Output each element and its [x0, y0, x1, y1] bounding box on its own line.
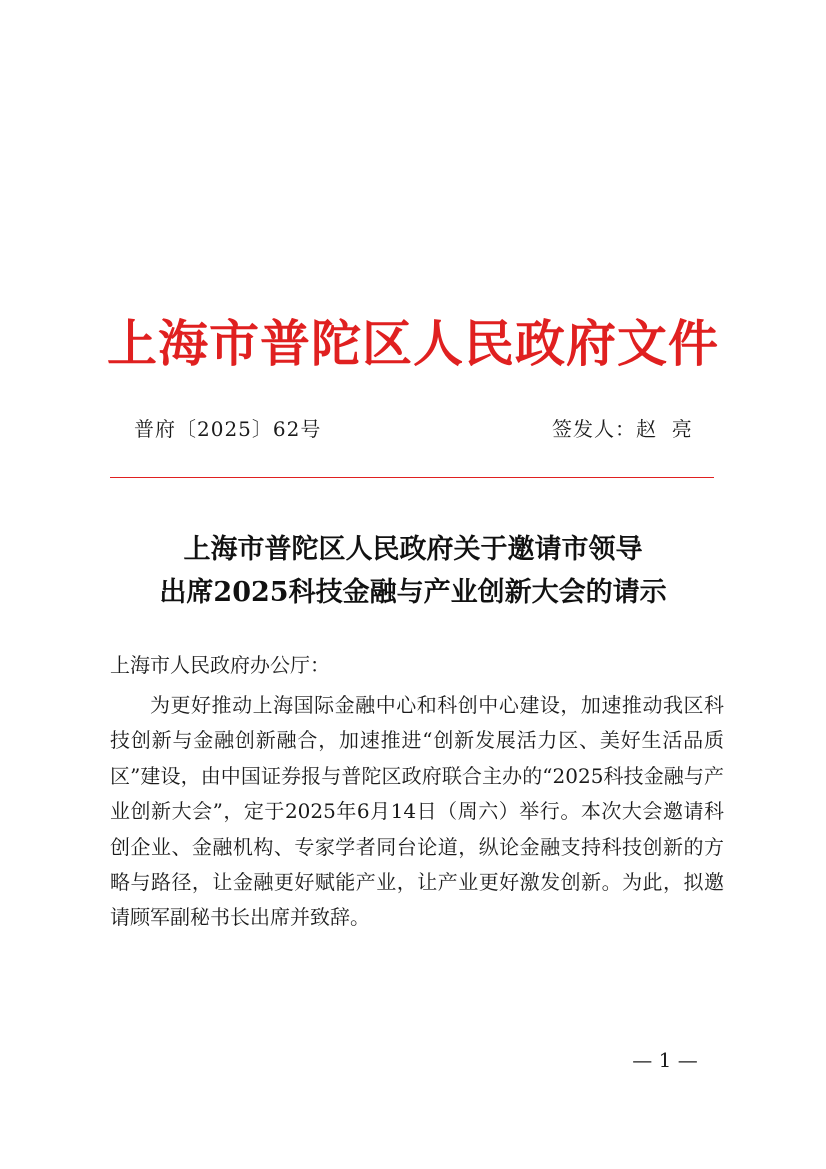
red-divider-line	[110, 477, 714, 478]
subject-line-1: 上海市普陀区人民政府关于邀请市领导	[183, 534, 643, 565]
page-number: — 1 —	[632, 1048, 698, 1072]
document-number: 普府〔2025〕62号	[134, 417, 322, 441]
salutation: 上海市人民政府办公厅：	[110, 653, 330, 677]
subject-line-2: 出席2025科技金融与产业创新大会的请示	[159, 577, 667, 608]
document-subject	[0, 528, 826, 614]
signer: 签发人：赵 亮	[552, 417, 693, 441]
body-paragraph: 为更好推动上海国际金融中心和科创中心建设，加速推动我区科技创新与金融创新融合，加速推进“创新发展活力区、美好生活品质区”建设，由中国证券报与普陀区政府联合主办的“2025科技金融与产业创新大会”，定于2025年6月14日（周六）举行。本次大会邀请科创企业、金融机构、专家学者同台论道，纵论金融支持科技创新的方略与路径，让金融更好赋能产业，让产业更好激发创新。为此，拟邀请顾军副秘书长出席并致辞。	[110, 693, 724, 930]
document-header-title: 上海市普陀区人民政府文件	[107, 314, 719, 373]
